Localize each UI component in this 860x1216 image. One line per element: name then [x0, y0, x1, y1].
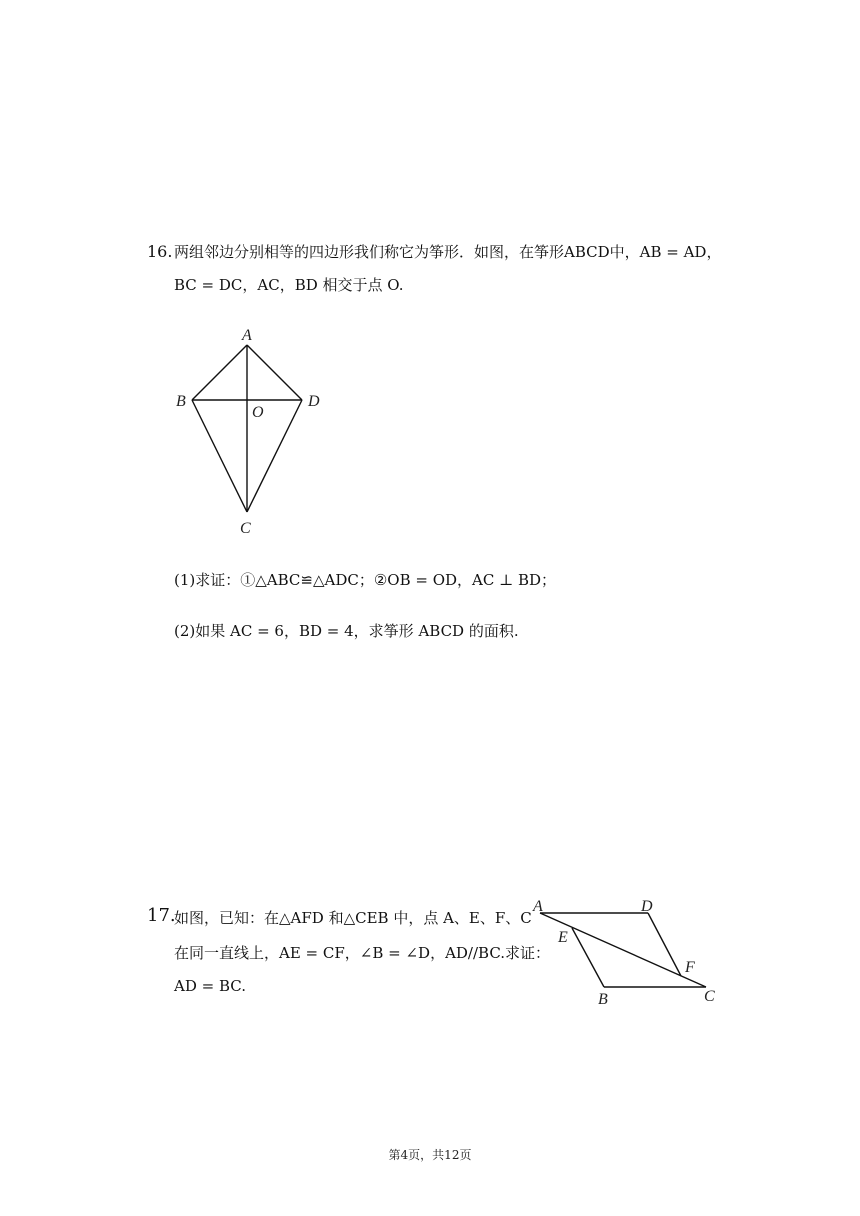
- page-footer: 第4页，共12页: [388, 1148, 472, 1162]
- question-16-number: 16.: [147, 242, 173, 261]
- para-label-a: A: [533, 898, 543, 915]
- para-label-c: C: [704, 988, 715, 1005]
- kite-label-d: D: [308, 393, 320, 410]
- question-16-part-1: (1)求证：①△ABC≌△ADC；②OB = OD，AC ⊥ BD；: [174, 571, 557, 589]
- question-16-line-1: 两组邻边分别相等的四边形我们称它为筝形．如图，在筝形ABCD中，AB = AD，: [174, 243, 722, 261]
- kite-label-b: B: [176, 393, 186, 410]
- question-17-line-3: AD = BC.: [174, 977, 246, 995]
- kite-label-a: A: [242, 327, 252, 344]
- kite-label-c: C: [240, 520, 251, 537]
- kite-label-o: O: [252, 404, 264, 421]
- question-17-number: 17.: [147, 905, 176, 926]
- kite-figure: [170, 322, 340, 546]
- para-label-b: B: [598, 991, 608, 1008]
- parallelogram-figure: [528, 892, 728, 1016]
- para-label-f: F: [685, 959, 695, 976]
- question-17-line-2: 在同一直线上，AE = CF，∠B = ∠D，AD//BC.求证：: [174, 944, 551, 962]
- question-16-part-2: (2)如果 AC = 6，BD = 4，求筝形 ABCD 的面积.: [174, 622, 519, 640]
- para-label-e: E: [558, 929, 568, 946]
- question-17-line-1: 如图，已知：在△AFD 和△CEB 中，点 A、E、F、C: [174, 909, 532, 927]
- question-16-line-2: BC = DC，AC，BD 相交于点 O.: [174, 276, 404, 294]
- para-label-d: D: [641, 898, 653, 915]
